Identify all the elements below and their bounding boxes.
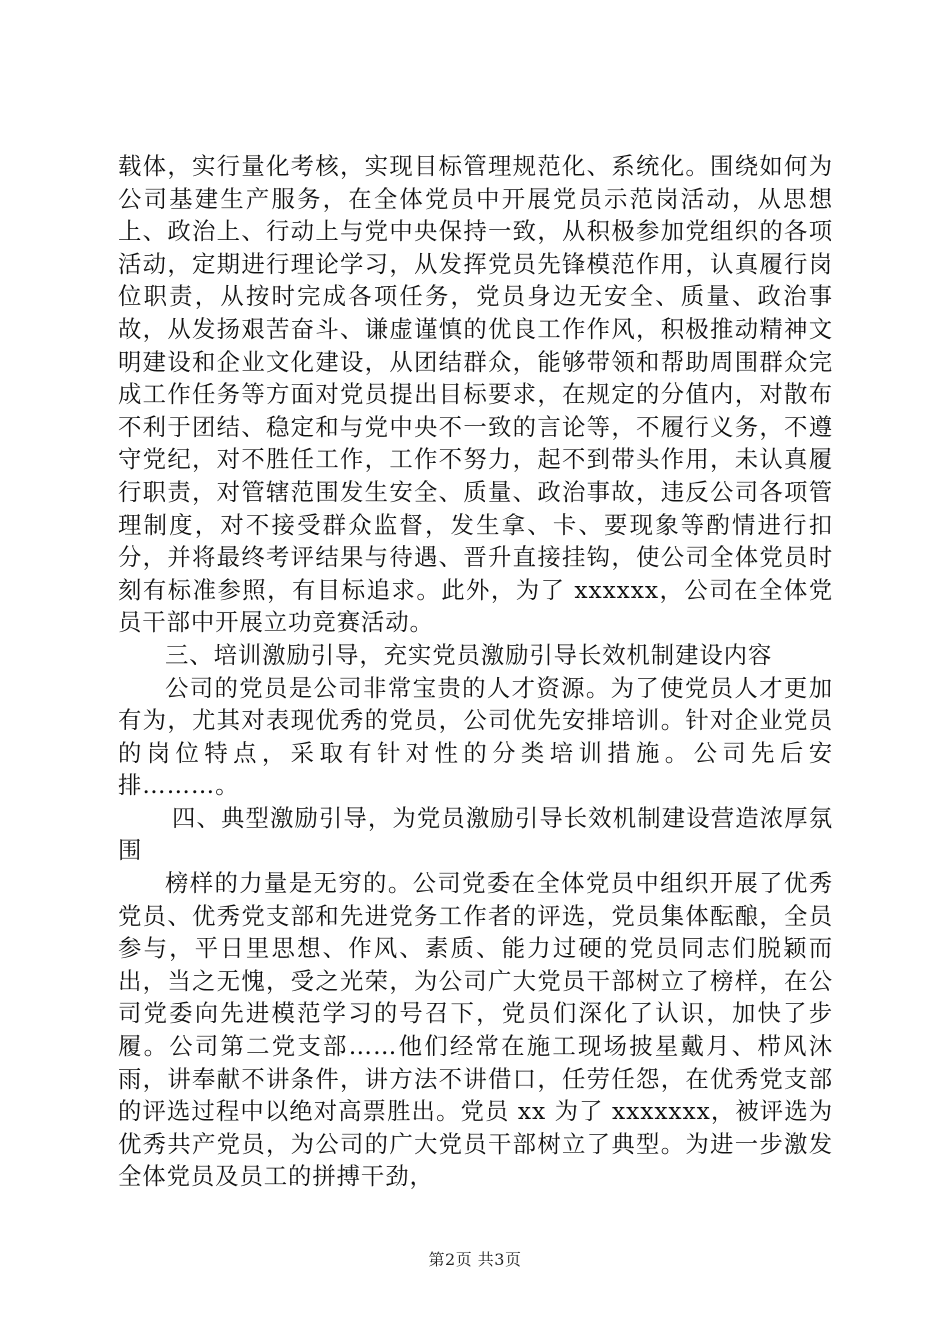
section-heading-3: 三、培训激励引导，充实党员激励引导长效机制建设内容 — [165, 640, 773, 669]
paragraph-continuation: 载体，实行量化考核，实现目标管理规范化、系统化。围绕如何为公司基建生产服务，在全体党员中开展党员示范岗活动，从思想上、政治上、行动上与党中央保持一致，从积极参加党组织的各项活动，定期进行理论学习，从发挥党员先锋模范作用，认真履行岗位职责，从按时完成各项任务，党员身边无安全、质量、政治事故，从发扬艰苦奋斗、谦虚谨慎的优良工作作风，积极推动精神文明建设和企业文化建设，从团结群众，能够带领和帮助周围群众完成工作任务等方面对党员提出目标要求，在规定的分值内，对散布不利于团结、稳定和与党中央不一致的言论等，不履行义务，不遵守党纪，对不胜任工作，工作不努力，起不到带头作用，未认真履行职责，对管辖范围发生安全、质量、政治事故，违反公司各项管理制度，对不接受群众监督，发生拿、卡、要现象等酌情进行扣分，并将最终考评结果与待遇、晋升直接挂钩，使公司全体党员时刻有标准参照，有目标追求。此外，为了 xxxxxx，公司在全体党员干部中开展立功竞赛活动。 — [118, 152, 833, 637]
paragraph-role-models: 榜样的力量是无穷的。公司党委在全体党员中组织开展了优秀党员、优秀党支部和先进党务工作者的评选，党员集体酝酿，全员参与，平日里思想、作风、素质、能力过硬的党员同志们脱颖而出，当之无愧，受之光荣，为公司广大党员干部树立了榜样，在公司党委向先进模范学习的号召下，党员们深化了认识，加快了步履。公司第二党支部……他们经常在施工现场披星戴月、栉风沐雨，讲奉献不讲条件，讲方法不讲借口，任劳任怨，在优秀党支部的评选过程中以绝对高票胜出。党员 xx 为了 xxxxxxx，被评选为优秀共产党员，为公司的广大党员干部树立了典型。为进一步激发全体党员及员工的拼搏干劲， — [118, 869, 833, 1191]
document-body — [118, 150, 833, 1193]
paragraph-training: 公司的党员是公司非常宝贵的人才资源。为了使党员人才更加有为，尤其对表现优秀的党员，公司优先安排培训。针对企业党员的岗位特点，采取有针对性的分类培训措施。公司先后安排………。 — [118, 673, 833, 800]
section-heading-4: 四、典型激励引导，为党员激励引导长效机制建设营造浓厚氛围 — [118, 803, 833, 865]
page-number-footer: 第2页 共3页 — [428, 1250, 522, 1269]
